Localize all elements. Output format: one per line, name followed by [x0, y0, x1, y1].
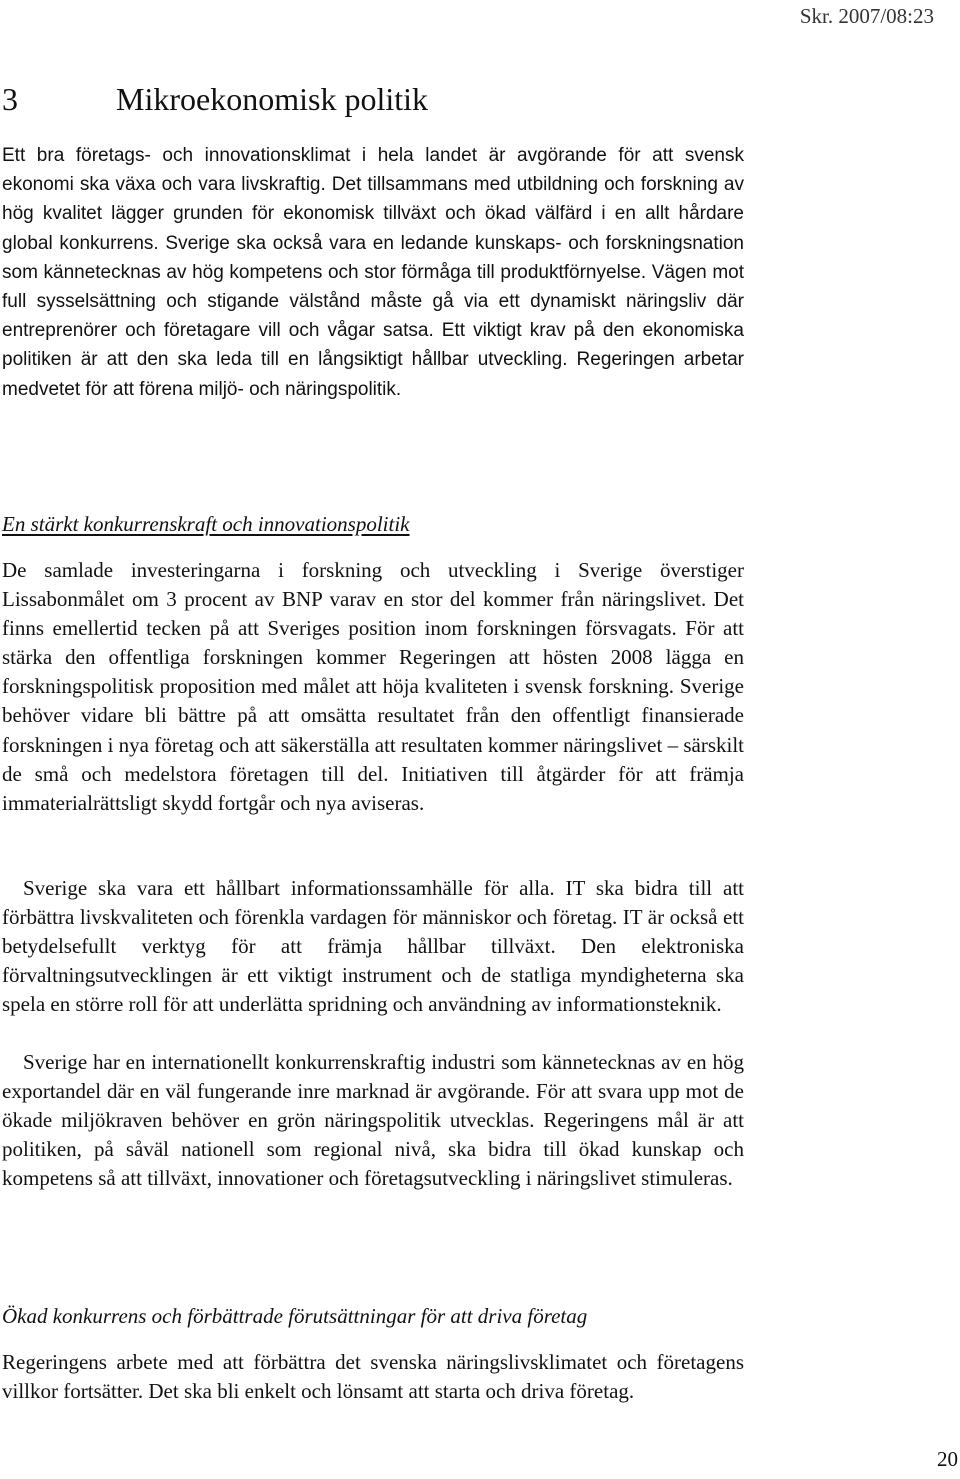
- body-paragraph: Sverige ska vara ett hållbart informationssamhälle för alla. IT ska bidra till att förbättra livskvaliteten och förenkla vardagen för människor och företag. IT är också ett betydelsefullt verktyg för att främja hållbar tillväxt. Den elektroniska förvaltningsutvecklingen är ett viktigt instrument och de statliga myndigheterna ska spela en större roll för att underlätta spridning och användning av informationsteknik.: [2, 876, 744, 1017]
- chapter-heading: [2, 80, 428, 118]
- page-number: 20: [937, 1447, 958, 1471]
- body-paragraph: De samlade investeringarna i forskning och utveckling i Sverige överstiger Lissabonmålet om 3 procent av BNP varav en stor del kommer från näringslivet. Det finns emellertid tecken på att Sveriges position inom forskningen försvagats. För att stärka den offentliga forskningen kommer Regeringen att hösten 2008 lägga en forskningspolitisk proposition med målet att höja kvaliteten i svensk forskning. Sverige behöver vidare bli bättre på att omsätta resultatet från den offentligt finansierade forskningen i nya företag och att säkerställa att resultaten kommer näringslivet – särskilt de små och medelstora företagen till del. Initiativen till åtgärder för att främja immaterialrättsligt skydd fortgår och nya aviseras.: [2, 558, 744, 815]
- chapter-title: Mikroekonomisk politik: [116, 81, 428, 117]
- section-heading-business-conditions: Ökad konkurrens och förbättrade förutsättningar för att driva företag: [2, 1304, 588, 1328]
- body-paragraph: Sverige har en internationellt konkurrenskraftig industri som kännetecknas av en hög exportandel där en väl fungerande inre marknad är avgörande. För att svara upp mot de ökade miljökraven behöver en grön näringspolitik utvecklas. Regeringens mål är att politiken, på såväl nationell som regional nivå, ska bidra till ökad kunskap och kompetens så att tillväxt, innovationer och företagsutveckling i näringslivet stimuleras.: [2, 1050, 744, 1191]
- intro-paragraph: Ett bra företags- och innovationsklimat i hela landet är avgörande för att svensk ekonomi ska växa och vara livskraftig. Det tillsammans med utbildning och forskning av hög kvalitet lägger grunden för ekonomisk tillväxt och ökad välfärd i en allt hårdare global konkurrens. Sverige ska också vara en ledande kunskaps- och forskningsnation som kännetecknas av hög kompetens och stor förmåga till produktförnyelse. Vägen mot full sysselsättning och stigande välstånd måste gå via ett dynamiskt näringsliv där entreprenörer och företagare vill och vågar satsa. Ett viktigt krav på den ekonomiska politiken är att den ska leda till en långsiktigt hållbar utveckling. Regeringen arbetar medvetet för att förena miljö- och näringspolitik.: [2, 145, 744, 400]
- chapter-number: 3: [2, 81, 18, 117]
- body-paragraph: Regeringens arbete med att förbättra det svenska näringslivsklimatet och företagens villkor fortsätter. Det ska bli enkelt och lönsamt att starta och driva företag.: [2, 1350, 744, 1404]
- section-heading-competitiveness: En stärkt konkurrenskraft och innovationspolitik: [2, 512, 410, 536]
- document-reference: Skr. 2007/08:23: [799, 4, 934, 28]
